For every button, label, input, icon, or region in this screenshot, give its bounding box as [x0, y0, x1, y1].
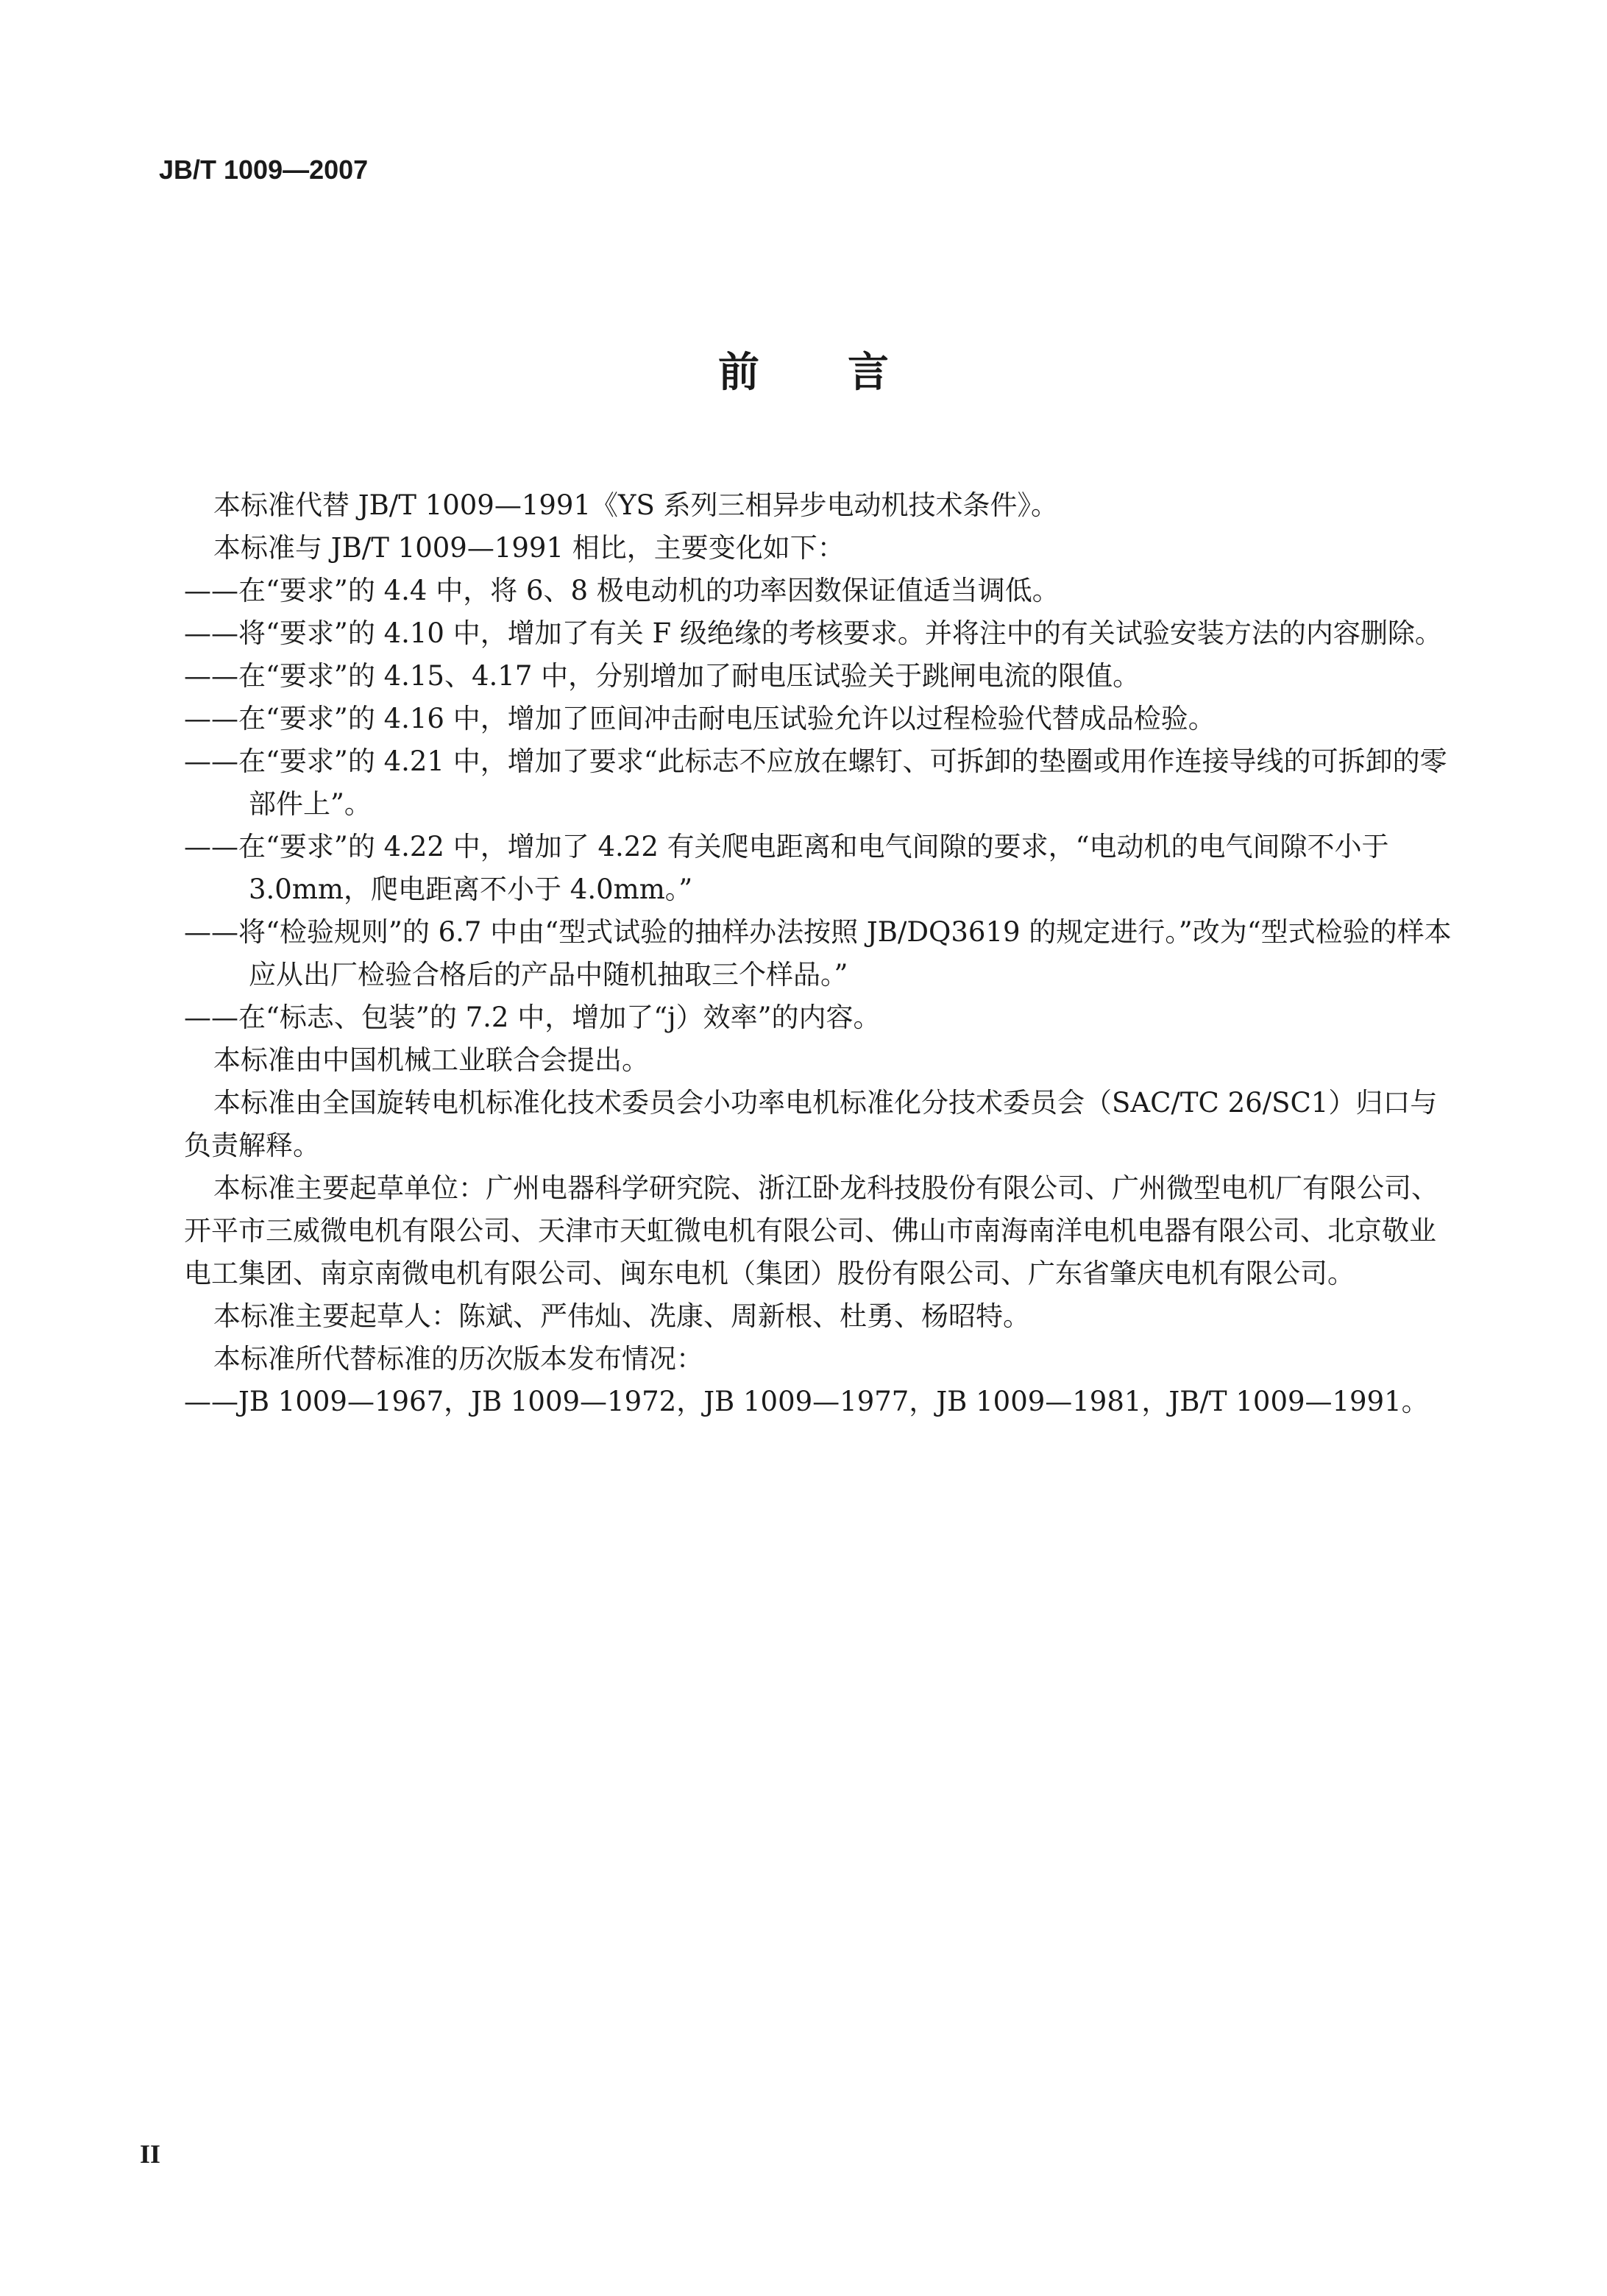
history-line: ——JB 1009—1967，JB 1009—1972，JB 1009—1977，JB 1009—1981，JB/T 1009—1991。	[184, 1386, 1429, 1417]
intro-paragraph: 本标准代替 JB/T 1009—1991《YS 系列三相异步电动机技术条件》。	[213, 489, 1059, 521]
change-item: ——在“要求”的 4.22 中，增加了 4.22 有关爬电距离和电气间隙的要求，“电动机的电气间隙不小于 3.0mm，爬电距离不小于 4.0mm。”	[184, 831, 1389, 905]
standard-code: JB/T 1009—2007	[159, 155, 369, 185]
closing-paragraph: 本标准主要起草单位：广州电器科学研究院、浙江卧龙科技股份有限公司、广州微型电机厂有限公司、开平市三威微电机有限公司、天津市天虹微电机有限公司、佛山市南海南洋电机电器有限公司、北京敬业电工集团、南京南微电机有限公司、闽东电机（集团）股份有限公司、广东省肇庆电机有限公司。	[184, 1172, 1439, 1289]
title-char-1: 前	[718, 349, 759, 397]
closing-paragraph: 本标准主要起草人：陈斌、严伟灿、冼康、周新根、杜勇、杨昭特。	[213, 1300, 1030, 1332]
page-number: II	[140, 2139, 161, 2169]
closing-paragraph: 本标准所代替标准的历次版本发布情况：	[213, 1343, 703, 1375]
change-item: ——在“要求”的 4.16 中，增加了匝间冲击耐电压试验允许以过程检验代替成品检验。	[184, 703, 1216, 734]
change-item: ——在“要求”的 4.21 中，增加了要求“此标志不应放在螺钉、可拆卸的垫圈或用作连接导线的可拆卸的零部件上”。	[184, 745, 1447, 820]
title-char-2: 言	[848, 349, 889, 397]
closing-paragraph: 本标准由全国旋转电机标准化技术委员会小功率电机标准化分技术委员会（SAC/TC 26/SC1）归口与负责解释。	[184, 1087, 1438, 1161]
change-item: ——在“标志、包装”的 7.2 中，增加了“j）效率”的内容。	[184, 1002, 881, 1033]
change-item: ——将“检验规则”的 6.7 中由“型式试验的抽样办法按照 JB/DQ3619 的规定进行。”改为“型式检验的样本应从出厂检验合格后的产品中随机抽取三个样品。”	[184, 916, 1452, 991]
closing-paragraph: 本标准由中国机械工业联合会提出。	[213, 1044, 649, 1076]
intro-paragraph: 本标准与 JB/T 1009—1991 相比，主要变化如下：	[213, 532, 845, 564]
change-item: ——将“要求”的 4.10 中，增加了有关 F 级绝缘的考核要求。并将注中的有关试验安装方法的内容删除。	[184, 617, 1442, 649]
change-item: ——在“要求”的 4.4 中，将 6、8 极电动机的功率因数保证值适当调低。	[184, 575, 1060, 606]
change-item: ——在“要求”的 4.15、4.17 中，分别增加了耐电压试验关于跳闸电流的限值。	[184, 660, 1140, 692]
page-title	[0, 340, 1607, 399]
foreword-body	[184, 484, 1457, 1423]
